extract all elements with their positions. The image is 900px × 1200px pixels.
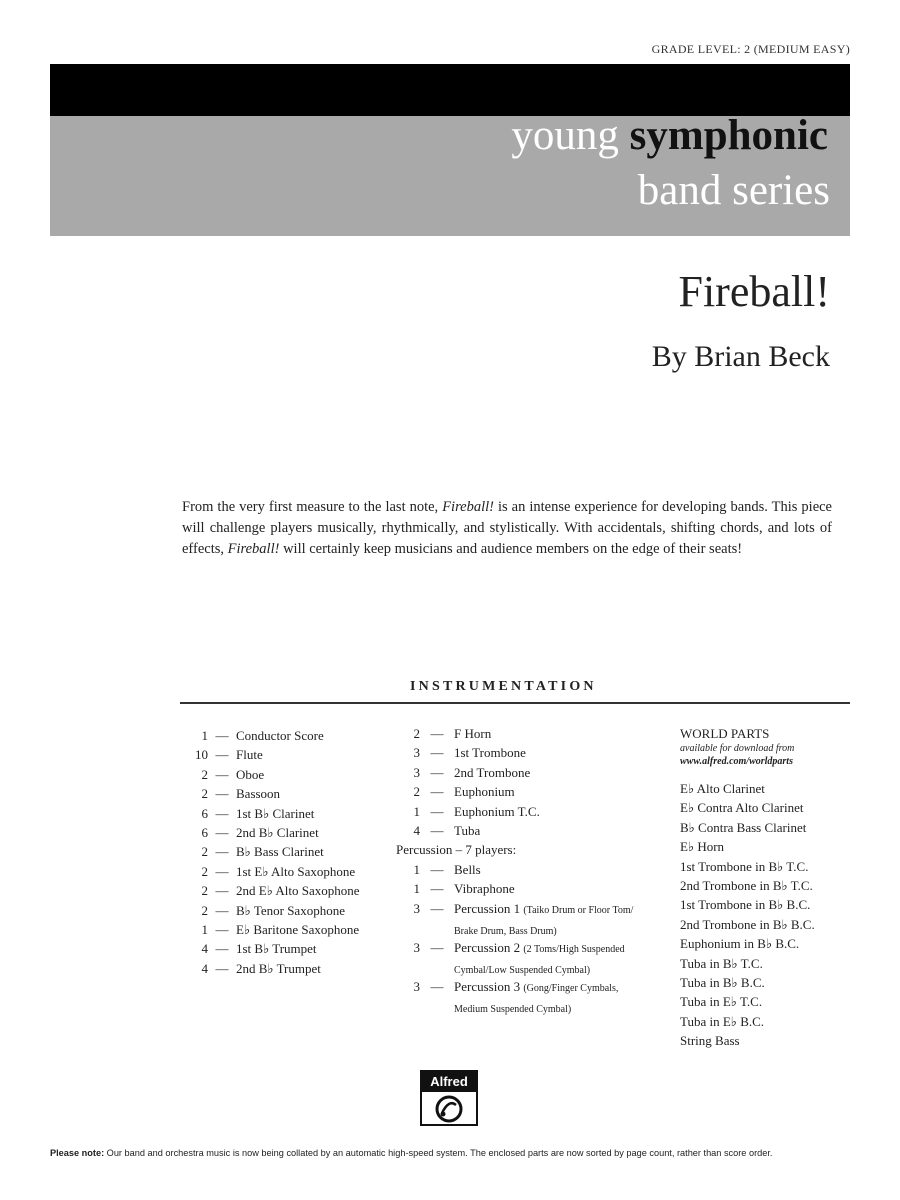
alfred-logo-mark-icon (422, 1093, 476, 1125)
dash-separator: — (430, 861, 444, 877)
dash-separator: — (430, 803, 444, 819)
instrument-row (396, 899, 654, 938)
instrument-name: 2nd B♭ Clarinet (236, 824, 319, 840)
instrument-qty: 3 (413, 939, 420, 955)
instrument-row (396, 802, 654, 821)
series-word-young: young (511, 112, 619, 159)
instrument-qty: 1 (413, 881, 420, 897)
instrument-qty: 1 (413, 803, 420, 819)
instrument-qty: 2 (413, 784, 420, 800)
note-text: Our band and orchestra music is now being collated by an automatic high-speed system. The enclosed parts are now sorted by page count, rather than score order. (104, 1148, 773, 1158)
dash-separator: — (215, 883, 229, 899)
instrument-name: Vibraphone (454, 881, 515, 897)
instrument-name: B♭ Tenor Saxophone (236, 902, 345, 918)
instrument-qty: 4 (413, 822, 420, 838)
instrument-name: Oboe (236, 766, 265, 782)
world-part-item: B♭ Contra Bass Clarinet (680, 819, 807, 835)
series-title-line2: band series (637, 167, 830, 214)
instrument-qty: 6 (201, 824, 208, 840)
instrument-qty: 2 (413, 726, 420, 741)
world-part-item: 2nd Trombone in B♭ B.C. (680, 916, 815, 932)
instrument-name: Percussion 2 (454, 939, 521, 955)
instrument-qty: 2 (201, 786, 208, 802)
dash-separator: — (215, 844, 229, 860)
description-italic1: Fireball! (442, 499, 494, 515)
description-italic2: Fireball! (227, 541, 280, 557)
instrument-name-block (454, 899, 654, 942)
instrument-name: 2nd B♭ Trumpet (236, 960, 321, 976)
world-part-item: Euphonium in B♭ B.C. (680, 936, 800, 952)
instrument-column-2 (396, 724, 654, 1016)
dash-separator: — (215, 921, 229, 937)
instrument-row (396, 879, 654, 898)
world-part-item: Tuba in E♭ T.C. (680, 994, 763, 1010)
world-parts-column (680, 726, 815, 1050)
instrument-detail: Cymbal/Low Suspended Cymbal) (454, 964, 591, 976)
instrument-name: E♭ Baritone Saxophone (236, 921, 360, 937)
instrument-qty: 2 (201, 902, 208, 918)
dash-separator: — (430, 939, 444, 955)
header-black-bar (50, 64, 850, 116)
world-part-item: 2nd Trombone in B♭ T.C. (680, 877, 813, 893)
world-part-item: Tuba in B♭ T.C. (680, 955, 763, 971)
percussion-label: Percussion – 7 players: (396, 842, 517, 858)
instrument-row (180, 862, 360, 881)
instrument-name: 2nd E♭ Alto Saxophone (236, 883, 360, 899)
instrument-qty: 4 (201, 941, 208, 957)
instrumentation-heading: INSTRUMENTATION (410, 679, 597, 694)
dash-separator: — (430, 822, 444, 838)
instrument-name: 1st E♭ Alto Saxophone (236, 863, 356, 879)
grade-level: GRADE LEVEL: 2 (MEDIUM EASY) (651, 42, 850, 56)
world-part-item: 1st Trombone in B♭ B.C. (680, 897, 811, 913)
instrument-row (180, 842, 360, 861)
collation-note (50, 1148, 860, 1158)
instrument-name-block (454, 977, 654, 1020)
instrument-qty: 3 (413, 900, 420, 916)
instrument-qty: 2 (201, 766, 208, 782)
instrument-row (396, 938, 654, 977)
dash-separator: — (215, 824, 229, 840)
instrument-name-block (454, 938, 654, 981)
instrument-name: 1st B♭ Trumpet (236, 941, 317, 957)
instrument-row (396, 821, 654, 840)
instrument-name: Conductor Score (236, 728, 324, 743)
dash-separator: — (215, 766, 229, 782)
instrument-name: Tuba (454, 822, 481, 838)
instrument-qty: 1 (201, 921, 208, 937)
series-title-line1 (511, 111, 828, 160)
dash-separator: — (215, 786, 229, 802)
dash-separator: — (430, 726, 444, 741)
description-part1: From the very first measure to the last note, (182, 499, 443, 515)
instrument-qty: 1 (201, 728, 208, 743)
world-part-item: E♭ Alto Clarinet (680, 781, 765, 796)
alfred-logo-text: Alfred (422, 1072, 476, 1092)
instrument-row (396, 860, 654, 879)
dash-separator: — (430, 881, 444, 897)
instrument-name: 1st B♭ Clarinet (236, 805, 315, 821)
instrument-row (396, 724, 654, 743)
dash-separator: — (430, 900, 444, 916)
instrument-row (396, 782, 654, 801)
instrument-name: Percussion 3 (454, 978, 521, 994)
instrument-qty: 2 (201, 883, 208, 899)
instrument-row (180, 823, 360, 842)
instrument-detail: Brake Drum, Bass Drum) (454, 925, 557, 937)
instrument-row (180, 939, 360, 958)
instrument-row (180, 901, 360, 920)
description-part2: is an intense experience for developing bands. This piece will challenge players musically, rhythmically, and stylistically. With accidentals, shifting chords, and lots of effects, (182, 499, 832, 557)
instrument-name: Euphonium (454, 784, 515, 800)
instrument-name: Bassoon (236, 786, 281, 802)
instrument-detail: (2 Toms/High Suspended (523, 943, 625, 955)
instrument-detail: (Gong/Finger Cymbals, (523, 982, 619, 994)
alfred-logo (420, 1070, 478, 1126)
instrument-row (180, 784, 360, 803)
instrument-name: 1st Trombone (454, 745, 526, 761)
instrument-qty: 4 (201, 960, 208, 976)
instrument-qty: 3 (413, 764, 420, 780)
instrument-name: 2nd Trombone (454, 764, 531, 780)
instrument-row (396, 743, 654, 762)
instrument-row (180, 959, 360, 978)
instrument-row (396, 763, 654, 782)
dash-separator: — (215, 960, 229, 976)
world-part-item: E♭ Contra Alto Clarinet (680, 800, 804, 816)
instrument-name: Flute (236, 747, 263, 763)
instrument-qty: 1 (413, 861, 420, 877)
piece-title: Fireball! (678, 267, 830, 316)
dash-separator: — (215, 747, 229, 763)
world-part-item: 1st Trombone in B♭ T.C. (680, 858, 809, 874)
instrument-row (180, 804, 360, 823)
world-parts-heading: WORLD PARTS (680, 726, 770, 741)
instrument-qty: 2 (201, 844, 208, 860)
instrumentation-rule (180, 702, 850, 704)
dash-separator: — (215, 941, 229, 957)
world-part-item: Tuba in E♭ B.C. (680, 1013, 765, 1029)
instrument-row (396, 977, 654, 1016)
instrument-name: Bells (454, 861, 481, 877)
instrument-row (180, 920, 360, 939)
instrument-name: F Horn (454, 726, 492, 741)
dash-separator: — (215, 805, 229, 821)
description (182, 497, 832, 560)
world-part-item: Tuba in B♭ B.C. (680, 974, 765, 990)
instrument-row (180, 726, 360, 745)
world-part-item: String Bass (680, 1033, 740, 1049)
dash-separator: — (430, 764, 444, 780)
composer: By Brian Beck (651, 340, 830, 373)
dash-separator: — (430, 745, 444, 761)
world-parts-sub: available for download from (680, 743, 795, 754)
instrument-qty: 2 (201, 863, 208, 879)
dash-separator: — (430, 784, 444, 800)
instrument-qty: 3 (413, 978, 420, 994)
instrument-qty: 10 (195, 747, 208, 763)
instrument-name: Euphonium T.C. (454, 803, 540, 819)
instrument-detail: (Taiko Drum or Floor Tom/ (523, 904, 634, 916)
instrument-row (180, 745, 360, 764)
series-word-symphonic: symphonic (629, 112, 828, 159)
instrument-name: Percussion 1 (454, 900, 521, 916)
instrument-qty: 6 (201, 805, 208, 821)
instrument-row (180, 881, 360, 900)
instrument-column-1 (180, 726, 360, 978)
instrument-name: B♭ Bass Clarinet (236, 844, 324, 860)
world-parts-url: www.alfred.com/worldparts (680, 756, 793, 767)
dash-separator: — (215, 863, 229, 879)
note-label: Please note: (50, 1148, 105, 1158)
description-part3: will certainly keep musicians and audience members on the edge of their seats! (279, 541, 743, 557)
world-part-item: E♭ Horn (680, 839, 725, 855)
instrument-detail: Medium Suspended Cymbal) (454, 1003, 572, 1015)
dash-separator: — (215, 902, 229, 918)
instrument-qty: 3 (413, 745, 420, 761)
dash-separator: — (215, 728, 229, 743)
instrument-row (180, 765, 360, 784)
dash-separator: — (430, 978, 444, 994)
